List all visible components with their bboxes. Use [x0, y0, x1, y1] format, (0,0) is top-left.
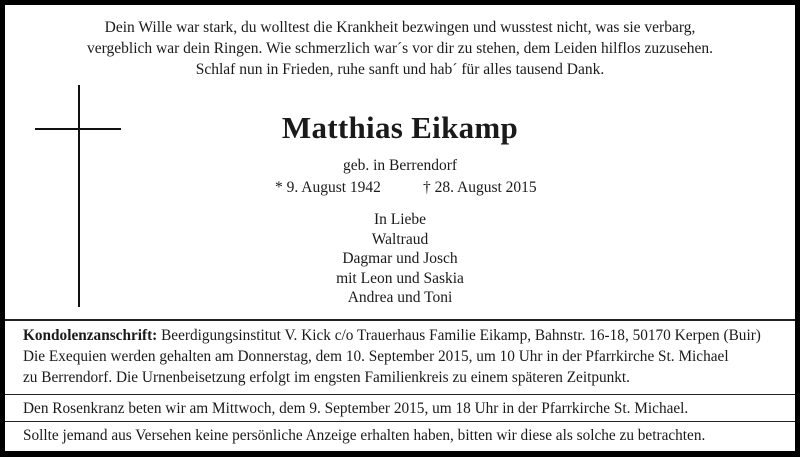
- mourner-line: mit Leon und Saskia: [336, 269, 464, 287]
- poem-line: Dein Wille war stark, du wolltest die Krankheit bezwingen und wusstest nicht, was sie verbarg,: [104, 19, 696, 36]
- birth-date: * 9. August 1942: [275, 179, 381, 196]
- closing-notice: Sollte jemand aus Versehen keine persönliche Anzeige erhalten haben, bitten wir diese als solche zu betrachten.: [23, 427, 706, 444]
- condolence-label: Kondolenzanschrift:: [23, 327, 158, 344]
- mourner-line: In Liebe: [373, 211, 427, 228]
- mourner-line: Andrea und Toni: [347, 289, 453, 306]
- funeral-line: Die Exequien werden gehalten am Donnerstag, dem 10. September 2015, um 10 Uhr in der Pfarrkirche St. Michael: [23, 348, 729, 365]
- divider: [5, 319, 795, 321]
- funeral-line: zu Berrendorf. Die Urnenbeisetzung erfolgt im engsten Familienkreis zu einem späteren Zeitpunkt.: [23, 369, 631, 386]
- condolence-address: [23, 325, 793, 346]
- mourners-list: [5, 210, 795, 308]
- birth-place: geb. in Berrendorf: [342, 157, 458, 174]
- deceased-name: Matthias Eikamp: [281, 110, 519, 145]
- poem-line: Schlaf nun in Frieden, ruhe sanft und hab´ für alles tausend Dank.: [195, 61, 605, 78]
- mourner-line: Dagmar und Josch: [342, 250, 458, 267]
- poem-line: vergeblich war dein Ringen. Wie schmerzlich war´s vor dir zu stehen, dem Leiden hilflos zuzusehen.: [87, 40, 713, 57]
- memorial-poem: [5, 17, 795, 80]
- death-date: † 28. August 2015: [423, 179, 537, 196]
- obituary-card: [5, 5, 795, 451]
- divider: [5, 421, 795, 422]
- mourner-line: Waltraud: [371, 230, 429, 248]
- condolence-text: Beerdigungsinstitut V. Kick c/o Trauerhaus Familie Eikamp, Bahnstr. 16-18, 50170 Kerpen (Buir): [157, 327, 761, 344]
- divider: [5, 394, 795, 395]
- rosary-notice: Den Rosenkranz beten wir am Mittwoch, dem 9. September 2015, um 18 Uhr in der Pfarrkirche St. Michael.: [23, 400, 689, 417]
